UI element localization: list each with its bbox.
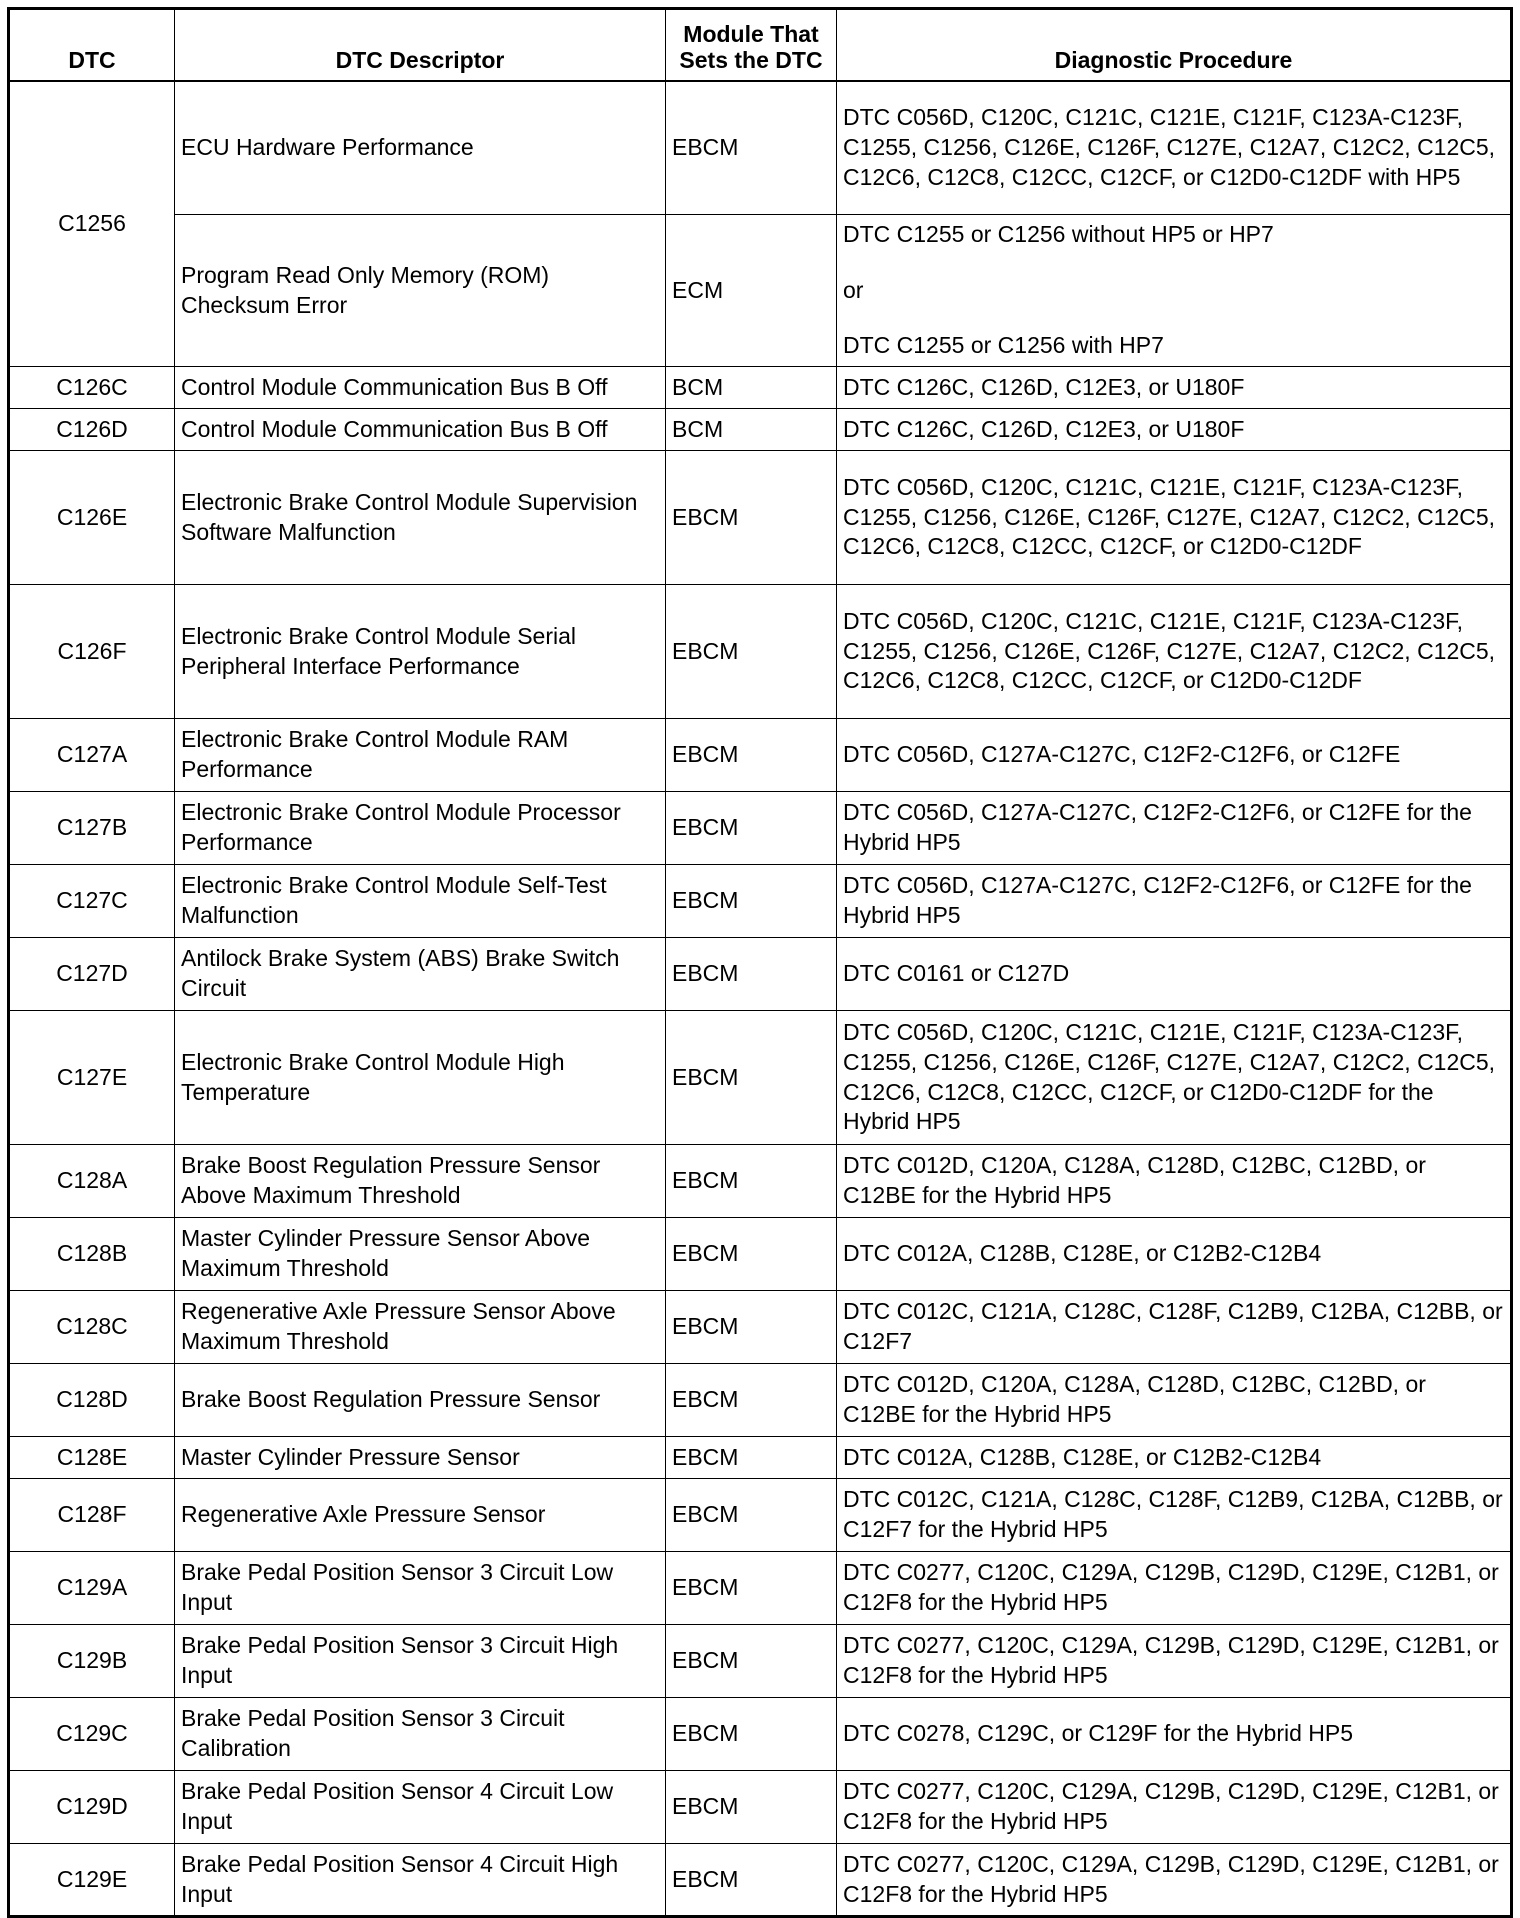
dtc-descriptor: Brake Pedal Position Sensor 4 Circuit High Input (175, 1844, 666, 1917)
header-procedure: Diagnostic Procedure (837, 9, 1512, 81)
module-cell: BCM (666, 367, 837, 409)
module-cell: EBCM (666, 865, 837, 938)
dtc-code: C126D (9, 409, 175, 451)
dtc-descriptor: Regenerative Axle Pressure Sensor (175, 1479, 666, 1552)
table-row (9, 1698, 1512, 1771)
module-cell: EBCM (666, 719, 837, 792)
procedure-cell: DTC C0278, C129C, or C129F for the Hybrid HP5 (837, 1698, 1512, 1771)
table-row (9, 1437, 1512, 1479)
table-row (9, 1625, 1512, 1698)
procedure-cell: DTC C0277, C120C, C129A, C129B, C129D, C129E, C12B1, or C12F8 for the Hybrid HP5 (837, 1771, 1512, 1844)
dtc-descriptor: Brake Boost Regulation Pressure Sensor (175, 1364, 666, 1437)
dtc-descriptor: Brake Pedal Position Sensor 3 Circuit Low Input (175, 1552, 666, 1625)
procedure-cell: DTC C012D, C120A, C128A, C128D, C12BC, C12BD, or C12BE for the Hybrid HP5 (837, 1364, 1512, 1437)
module-cell: EBCM (666, 792, 837, 865)
dtc-code: C126C (9, 367, 175, 409)
dtc-code: C128A (9, 1145, 175, 1218)
dtc-descriptor: Master Cylinder Pressure Sensor (175, 1437, 666, 1479)
dtc-descriptor: Brake Pedal Position Sensor 4 Circuit Low Input (175, 1771, 666, 1844)
table-row (9, 585, 1512, 719)
module-cell: EBCM (666, 1479, 837, 1552)
module-cell: EBCM (666, 1291, 837, 1364)
dtc-code: C129A (9, 1552, 175, 1625)
dtc-descriptor: Brake Pedal Position Sensor 3 Circuit High Input (175, 1625, 666, 1698)
dtc-descriptor: Brake Pedal Position Sensor 3 Circuit Calibration (175, 1698, 666, 1771)
procedure-cell: DTC C056D, C127A-C127C, C12F2-C12F6, or C12FE for the Hybrid HP5 (837, 865, 1512, 938)
document-page (7, 7, 1513, 1907)
dtc-code: C128C (9, 1291, 175, 1364)
module-cell: EBCM (666, 1011, 837, 1145)
procedure-cell: DTC C012A, C128B, C128E, or C12B2-C12B4 (837, 1437, 1512, 1479)
table-row (9, 1011, 1512, 1145)
header-module-line1: Module That (683, 20, 819, 47)
table-row (9, 938, 1512, 1011)
dtc-code: C129D (9, 1771, 175, 1844)
module-cell: BCM (666, 409, 837, 451)
dtc-descriptor: Regenerative Axle Pressure Sensor Above Maximum Threshold (175, 1291, 666, 1364)
module-cell: EBCM (666, 1218, 837, 1291)
table-header (9, 9, 1512, 81)
module-cell: ECM (666, 215, 837, 367)
table-row (9, 1218, 1512, 1291)
dtc-descriptor: Antilock Brake System (ABS) Brake Switch Circuit (175, 938, 666, 1011)
procedure-cell: DTC C056D, C120C, C121C, C121E, C121F, C123A-C123F, C1255, C1256, C126E, C126F, C127E, C12A7, C12C2, C12C5, C12C6, C12C8, C12CC, C12CF, or C12D0-C12DF (837, 585, 1512, 719)
module-cell: EBCM (666, 938, 837, 1011)
dtc-descriptor: Control Module Communication Bus B Off (175, 367, 666, 409)
dtc-descriptor: Program Read Only Memory (ROM) Checksum Error (175, 215, 666, 367)
table-row (9, 1844, 1512, 1917)
table-row (9, 1364, 1512, 1437)
dtc-code: C128F (9, 1479, 175, 1552)
procedure-cell: DTC C056D, C127A-C127C, C12F2-C12F6, or C12FE (837, 719, 1512, 792)
dtc-code: C127B (9, 792, 175, 865)
dtc-code: C127D (9, 938, 175, 1011)
table-row (9, 81, 1512, 215)
module-cell: EBCM (666, 1698, 837, 1771)
dtc-code: C128E (9, 1437, 175, 1479)
module-cell: EBCM (666, 585, 837, 719)
dtc-code: C127E (9, 1011, 175, 1145)
dtc-code: C129B (9, 1625, 175, 1698)
procedure-cell: DTC C012D, C120A, C128A, C128D, C12BC, C12BD, or C12BE for the Hybrid HP5 (837, 1145, 1512, 1218)
dtc-table (7, 7, 1513, 1918)
table-row (9, 719, 1512, 792)
procedure-cell: DTC C056D, C120C, C121C, C121E, C121F, C123A-C123F, C1255, C1256, C126E, C126F, C127E, C12A7, C12C2, C12C5, C12C6, C12C8, C12CC, C12CF, or C12D0-C12DF for the Hybrid HP5 (837, 1011, 1512, 1145)
procedure-cell: DTC C056D, C120C, C121C, C121E, C121F, C123A-C123F, C1255, C1256, C126E, C126F, C127E, C12A7, C12C2, C12C5, C12C6, C12C8, C12CC, C12CF, or C12D0-C12DF (837, 451, 1512, 585)
dtc-descriptor: Master Cylinder Pressure Sensor Above Maximum Threshold (175, 1218, 666, 1291)
procedure-line: DTC C1255 or C1256 without HP5 or HP7 (843, 220, 1274, 247)
table-row (9, 792, 1512, 865)
dtc-code: C129E (9, 1844, 175, 1917)
dtc-code: C1256 (9, 81, 175, 367)
module-cell: EBCM (666, 1552, 837, 1625)
table-row (9, 1479, 1512, 1552)
procedure-cell: DTC C056D, C127A-C127C, C12F2-C12F6, or C12FE for the Hybrid HP5 (837, 792, 1512, 865)
procedure-cell: DTC C0277, C120C, C129A, C129B, C129D, C129E, C12B1, or C12F8 for the Hybrid HP5 (837, 1844, 1512, 1917)
dtc-descriptor: Electronic Brake Control Module High Temperature (175, 1011, 666, 1145)
dtc-code: C127A (9, 719, 175, 792)
table-row (9, 1771, 1512, 1844)
module-cell: EBCM (666, 1364, 837, 1437)
procedure-cell: DTC C0161 or C127D (837, 938, 1512, 1011)
dtc-descriptor: Electronic Brake Control Module Self-Test Malfunction (175, 865, 666, 938)
header-module-line2: Sets the DTC (679, 47, 823, 74)
procedure-cell: DTC C012A, C128B, C128E, or C12B2-C12B4 (837, 1218, 1512, 1291)
dtc-code: C127C (9, 865, 175, 938)
table-row (9, 367, 1512, 409)
procedure-cell: DTC C056D, C120C, C121C, C121E, C121F, C123A-C123F, C1255, C1256, C126E, C126F, C127E, C12A7, C12C2, C12C5, C12C6, C12C8, C12CC, C12CF, or C12D0-C12DF with HP5 (837, 81, 1512, 215)
dtc-descriptor: Electronic Brake Control Module RAM Performance (175, 719, 666, 792)
dtc-code: C129C (9, 1698, 175, 1771)
procedure-cell: DTC C0277, C120C, C129A, C129B, C129D, C129E, C12B1, or C12F8 for the Hybrid HP5 (837, 1625, 1512, 1698)
module-cell: EBCM (666, 1437, 837, 1479)
procedure-cell: DTC C012C, C121A, C128C, C128F, C12B9, C12BA, C12BB, or C12F7 for the Hybrid HP5 (837, 1479, 1512, 1552)
table-row (9, 1552, 1512, 1625)
dtc-descriptor: Electronic Brake Control Module Serial Peripheral Interface Performance (175, 585, 666, 719)
procedure-cell: DTC C0277, C120C, C129A, C129B, C129D, C129E, C12B1, or C12F8 for the Hybrid HP5 (837, 1552, 1512, 1625)
dtc-code: C128B (9, 1218, 175, 1291)
procedure-line: DTC C1255 or C1256 with HP7 (843, 332, 1164, 359)
table-body (9, 81, 1512, 1917)
dtc-descriptor: ECU Hardware Performance (175, 81, 666, 215)
dtc-descriptor: Electronic Brake Control Module Processor Performance (175, 792, 666, 865)
module-cell: EBCM (666, 1844, 837, 1917)
dtc-code: C126E (9, 451, 175, 585)
dtc-descriptor: Electronic Brake Control Module Supervision Software Malfunction (175, 451, 666, 585)
dtc-descriptor: Brake Boost Regulation Pressure Sensor Above Maximum Threshold (175, 1145, 666, 1218)
dtc-code: C128D (9, 1364, 175, 1437)
procedure-cell: DTC C012C, C121A, C128C, C128F, C12B9, C12BA, C12BB, or C12F7 (837, 1291, 1512, 1364)
dtc-code: C126F (9, 585, 175, 719)
dtc-descriptor: Control Module Communication Bus B Off (175, 409, 666, 451)
table-row (9, 1291, 1512, 1364)
header-module (666, 9, 837, 81)
module-cell: EBCM (666, 1145, 837, 1218)
procedure-cell: DTC C126C, C126D, C12E3, or U180F (837, 367, 1512, 409)
module-cell: EBCM (666, 1625, 837, 1698)
table-row (9, 215, 1512, 367)
module-cell: EBCM (666, 451, 837, 585)
procedure-line: or (843, 276, 864, 303)
header-dtc: DTC (9, 9, 175, 81)
module-cell: EBCM (666, 81, 837, 215)
table-row (9, 1145, 1512, 1218)
module-cell: EBCM (666, 1771, 837, 1844)
table-row (9, 451, 1512, 585)
procedure-cell (837, 215, 1512, 367)
header-descriptor: DTC Descriptor (175, 9, 666, 81)
procedure-cell: DTC C126C, C126D, C12E3, or U180F (837, 409, 1512, 451)
table-row (9, 865, 1512, 938)
table-row (9, 409, 1512, 451)
